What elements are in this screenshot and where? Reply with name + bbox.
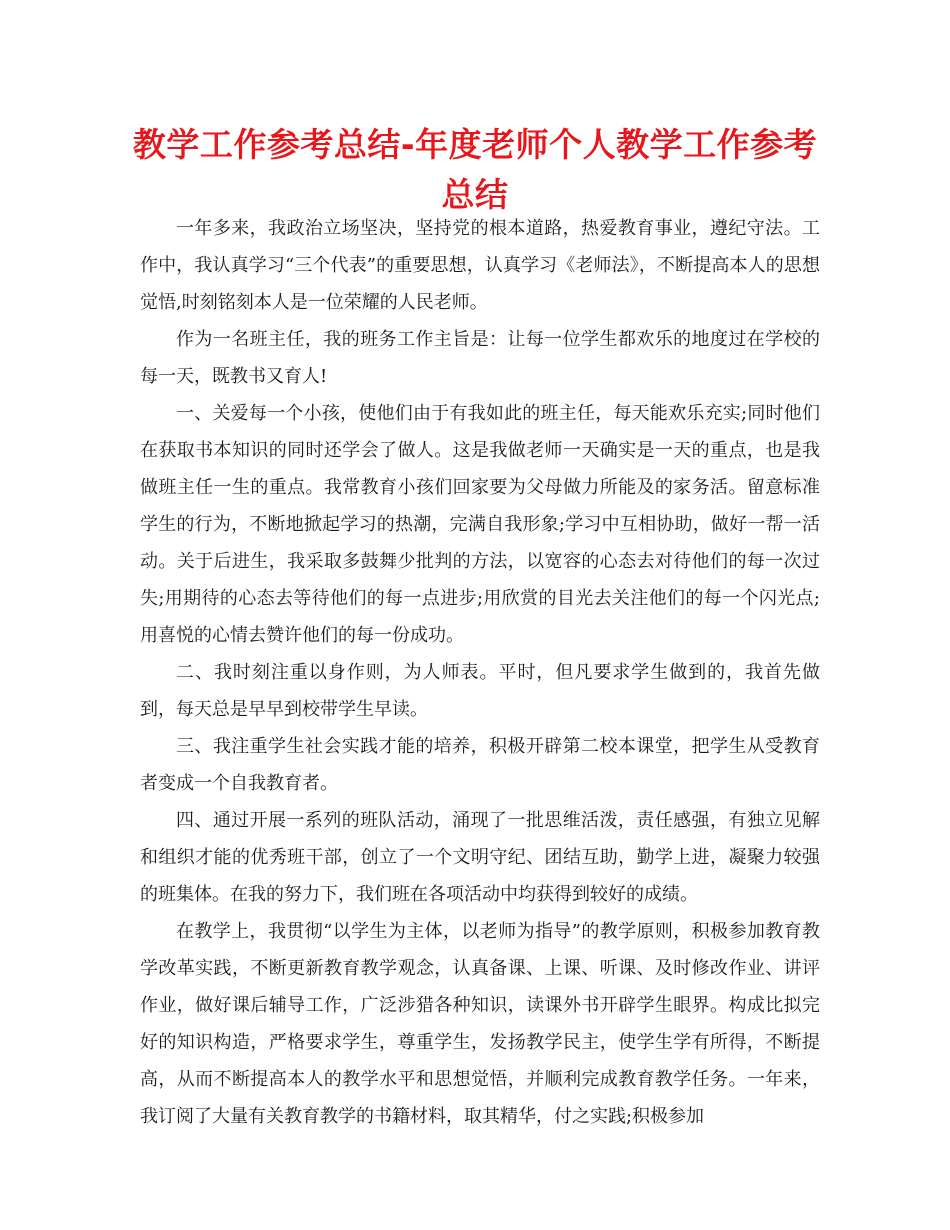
paragraph: 在教学上，我贯彻“以学生为主体，以老师为指导”的教学原则，积极参加教育教学改革实践，不断更新教育教学观念，认真备课、上课、听课、及时修改作业、讲评作业，做好课后辅导工作，广泛涉猎各种知识，读课外书开辟学生眼界。构成比拟完好的知识构造，严格要求学生，尊重学生，发扬教学民主，使学生学有所得，不断提高，从而不断提高本人的教学水平和思想觉悟，并顺利完成教育教学任务。一年来，我订阅了大量有关教育教学的书籍材料，取其精华，付之实践;积极参加	[140, 921, 820, 1127]
paragraph: 一年多来，我政治立场坚决，坚持党的根本道路，热爱教育事业，遵纪守法。工作中，我认真学习“三个代表”的重要思想，认真学习《老师法》，不断提高本人的思想觉悟,时刻铭刻本人是一位荣耀的人民老师。	[140, 218, 820, 313]
paragraph: 作为一名班主任，我的班务工作主旨是：让每一位学生都欢乐的地度过在学校的每一天，既教书又育人!	[140, 329, 820, 387]
paragraph: 一、关爱每一个小孩，使他们由于有我如此的班主任，每天能欢乐充实;同时他们在获取书本知识的同时还学会了做人。这是我做老师一天确实是一天的重点，也是我做班主任一生的重点。我常教育小孩们回家要为父母做力所能及的家务活。留意标准学生的行为，不断地掀起学习的热潮，完满自我形象;学习中互相协助，做好一帮一活动。关于后进生，我采取多鼓舞少批判的方法，以宽容的心态去对待他们的每一次过失;用期待的心态去等待他们的每一点进步;用欣赏的目光去关注他们的每一个闪光点;用喜悦的心情去赞许他们的每一份成功。	[140, 403, 820, 646]
document-title: 教学工作参考总结-年度老师个人教学工作参考总结	[132, 125, 818, 214]
document-body	[140, 210, 820, 1135]
paragraph: 四、通过开展一系列的班队活动，涌现了一批思维活泼，责任感强，有独立见解和组织才能的优秀班干部，创立了一个文明守纪、团结互助，勤学上进，凝聚力较强的班集体。在我的努力下，我们班在各项活动中均获得到较好的成绩。	[140, 810, 820, 905]
paragraph: 二、我时刻注重以身作则，为人师表。平时，但凡要求学生做到的，我首先做到，每天总是早早到校带学生早读。	[140, 662, 820, 720]
paragraph: 三、我注重学生社会实践才能的培养，积极开辟第二校本课堂，把学生从受教育者变成一个自我教育者。	[140, 736, 820, 794]
